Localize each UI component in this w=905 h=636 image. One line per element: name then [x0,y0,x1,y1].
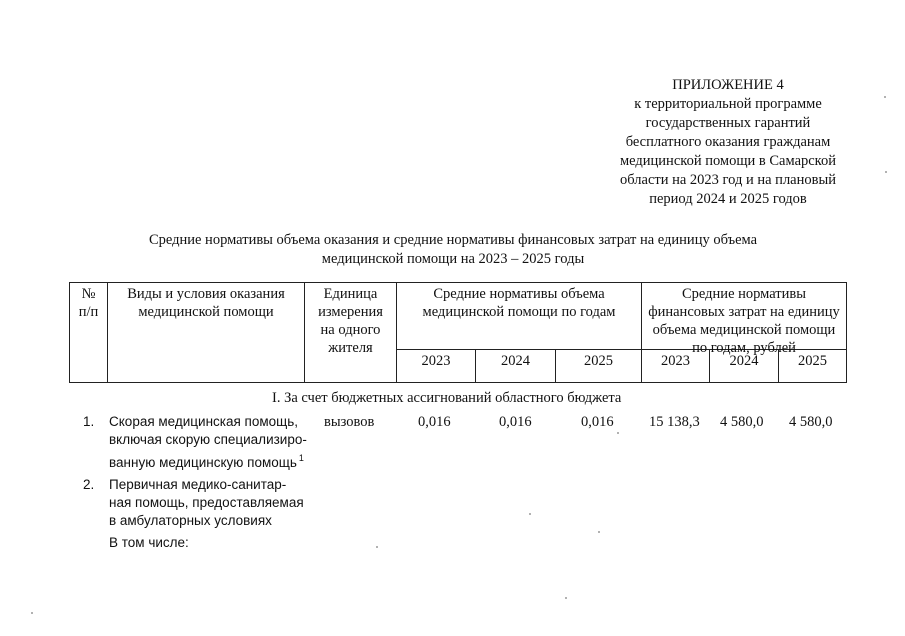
scan-speck [376,546,378,548]
header-types: Виды и условия оказания медицинской помощи [127,286,285,320]
scan-speck [617,432,619,434]
appendix-line: медицинской помощи в Самарской [619,153,837,169]
header-unit: Единица измерения на одного жителя [318,286,383,356]
title-line: медицинской помощи на 2023 – 2025 годы [321,251,585,267]
row-volume-2024: 0,016 [499,414,532,430]
appendix-line: период 2024 и 2025 годов [649,191,807,207]
header-volume-year: 2024 [501,353,530,369]
row-volume-2025: 0,016 [581,414,614,430]
header-finance: Средние нормативы финансовых затрат на единицу объема медицинской помощи по годам, рублей [648,286,840,356]
header-finance-year: 2024 [729,353,759,369]
header-volume: Средние нормативы объема медицинской помощи по годам [422,286,616,320]
appendix-line: государственных гарантий [645,115,811,131]
title-line: Средние нормативы объема оказания и средние нормативы финансовых затрат на единицу объема [148,232,758,248]
header-volume-year: 2023 [421,353,451,369]
scan-speck [565,597,567,599]
appendix-line: ПРИЛОЖЕНИЕ 4 [672,77,784,93]
table-border-bottom [69,382,847,383]
table-border-right [846,282,847,383]
scan-speck [31,612,33,614]
row-number: 1. [83,414,95,429]
scan-speck [529,513,531,515]
header-volume-year: 2025 [584,353,613,369]
footnote-mark: 1 [298,453,304,463]
including-label: В том числе: [109,535,189,550]
scan-speck [884,96,886,98]
table-border-top [69,282,847,283]
row-unit: вызовов [324,414,375,430]
header-num: № п/п [78,286,99,320]
appendix-line: области на 2023 год и на плановый [620,172,836,188]
document-title [90,231,816,269]
header-finance-year: 2023 [661,353,690,369]
appendix-line: к территориальной программе [634,96,822,112]
row-finance-2023: 15 138,3 [649,414,700,430]
appendix-line: бесплатного оказания гражданам [625,134,831,150]
row-name: Скорая медицинская помощь, включая скорую специализиро- ванную медицинскую помощь $^1$ [109,414,307,470]
scan-speck [598,531,600,533]
row-name: Первичная медико-санитар- ная помощь, предоставляемая в амбулаторных условиях [109,477,304,528]
header-finance-year: 2025 [798,353,827,369]
row-finance-2024: 4 580,0 [720,414,764,430]
section-heading: I. За счет бюджетных ассигнований областного бюджета [272,390,622,406]
row-number: 2. [83,477,95,492]
appendix-header [600,76,856,209]
row-finance-2025: 4 580,0 [789,414,833,430]
row-volume-2023: 0,016 [418,414,451,430]
scan-speck [885,171,887,173]
